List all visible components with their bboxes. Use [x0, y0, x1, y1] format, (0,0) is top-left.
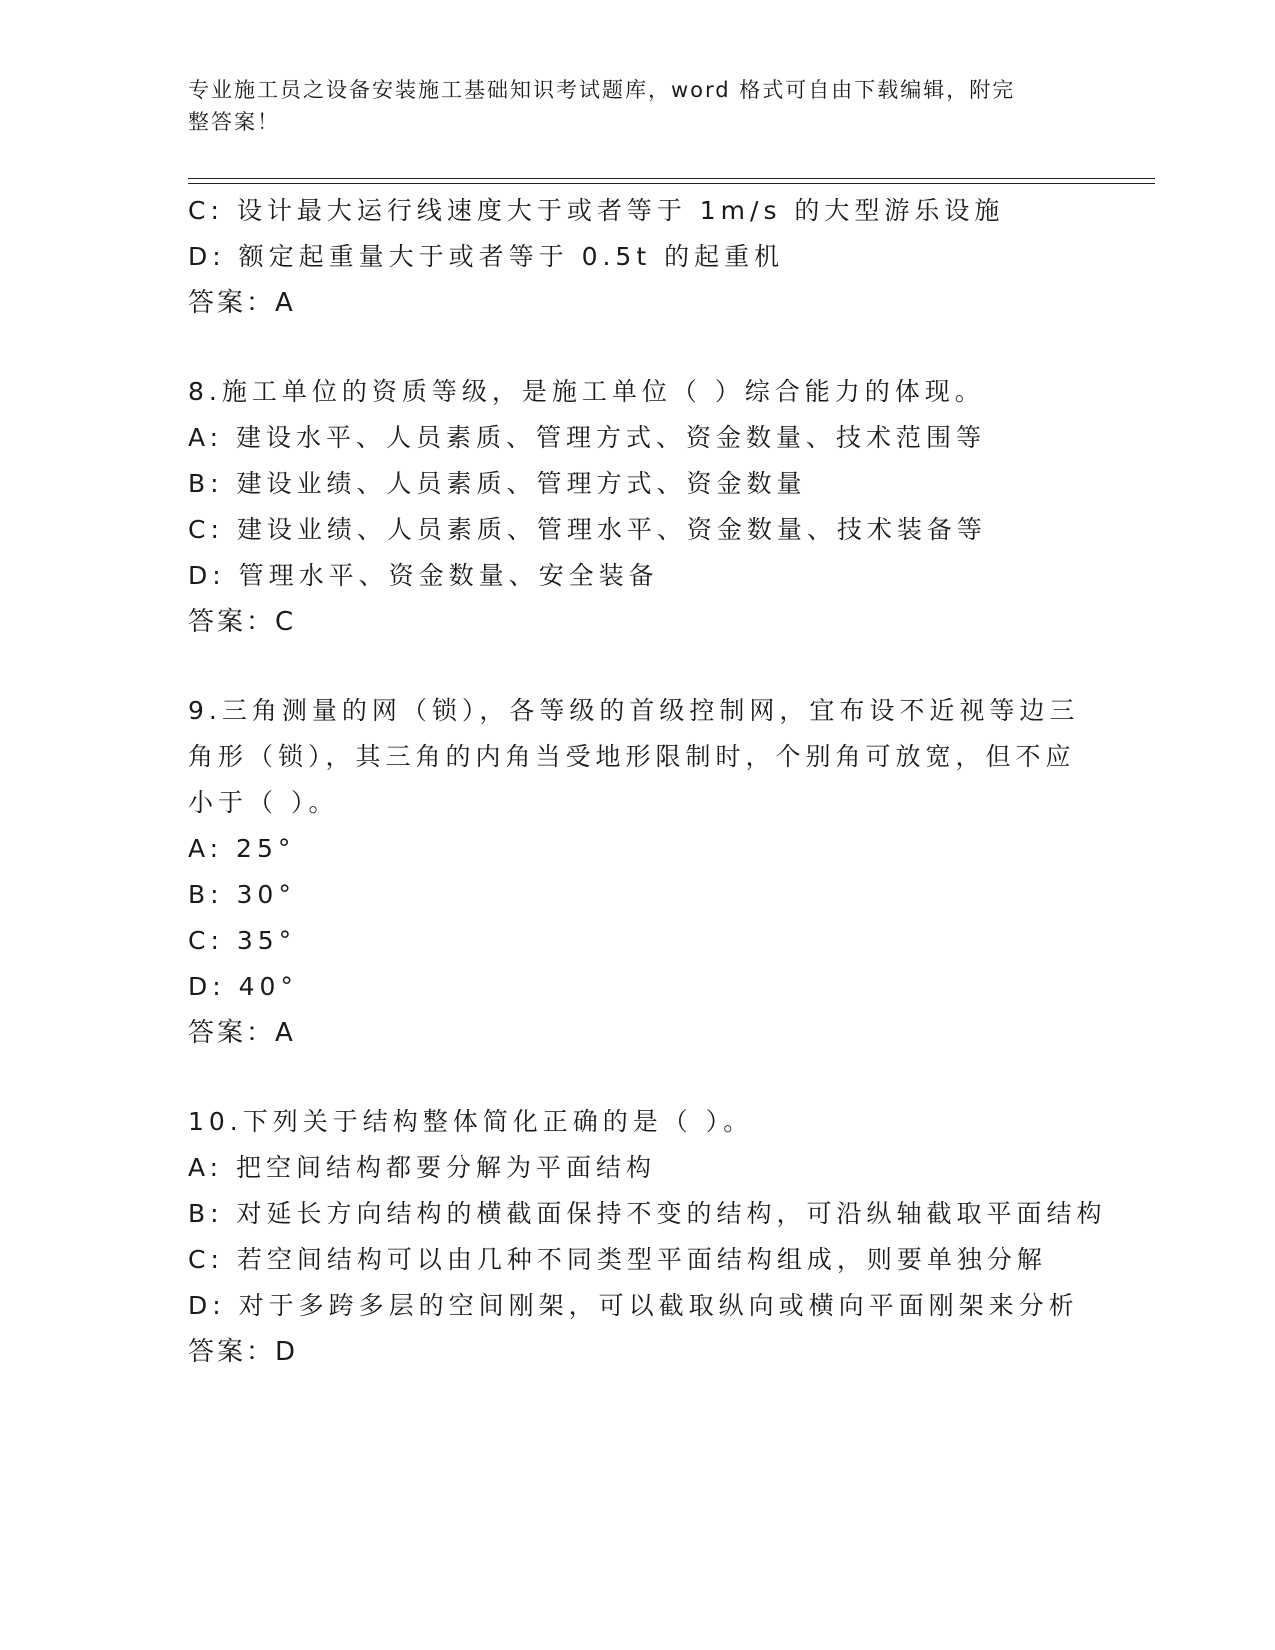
- option-d: D: 管理水平、资金数量、安全装备: [188, 561, 659, 590]
- option-a: A: 建设水平、人员素质、管理方式、资金数量、技术范围等: [188, 423, 987, 452]
- option-c: C: 若空间结构可以由几种不同类型平面结构组成，则要单独分解: [188, 1245, 1047, 1274]
- question-9: [188, 688, 1148, 1056]
- answer-line: 答案：D: [188, 1337, 299, 1367]
- header-title-line-2: 整答案！: [188, 110, 280, 134]
- spacer: [188, 326, 1148, 369]
- option-c: C: 建设业绩、人员素质、管理水平、资金数量、技术装备等: [188, 515, 987, 544]
- question-stem-line-2: 角形（锁），其三角的内角当受地形限制时，个别角可放宽，但不应: [188, 742, 1076, 771]
- question-stem: 10.下列关于结构整体简化正确的是（ ）。: [188, 1107, 754, 1136]
- option-b: B: 建设业绩、人员素质、管理方式、资金数量: [188, 469, 807, 498]
- option-a: A: 25°: [188, 834, 296, 863]
- question-8: [188, 369, 1148, 645]
- spacer: [188, 1056, 1148, 1099]
- option-b: B: 对延长方向结构的横截面保持不变的结构，可沿纵轴截取平面结构: [188, 1199, 1107, 1228]
- answer-line: 答案：A: [188, 1018, 296, 1048]
- option-c: C: 设计最大运行线速度大于或者等于 1m/s 的大型游乐设施: [188, 196, 1005, 225]
- question-list: [188, 188, 1148, 1375]
- spacer: [188, 645, 1148, 688]
- header-title-line-1: 专业施工员之设备安装施工基础知识考试题库，word 格式可自由下载编辑，附完: [188, 78, 1016, 102]
- option-a: A: 把空间结构都要分解为平面结构: [188, 1153, 657, 1182]
- option-b: B: 30°: [188, 880, 296, 909]
- option-c: C: 35°: [188, 926, 297, 955]
- question-7-continuation: [188, 188, 1148, 326]
- question-stem-line-1: 9.三角测量的网（锁），各等级的首级控制网，宜布设不近视等边三: [188, 696, 1080, 725]
- answer-line: 答案：C: [188, 607, 297, 637]
- document-header: [188, 74, 1068, 138]
- option-d: D: 40°: [188, 972, 298, 1001]
- question-10: [188, 1099, 1148, 1375]
- answer-line: 答案：A: [188, 288, 296, 318]
- option-d: D: 对于多跨多层的空间刚架，可以截取纵向或横向平面刚架来分析: [188, 1291, 1079, 1320]
- question-stem: 8.施工单位的资质等级，是施工单位（ ）综合能力的体现。: [188, 377, 985, 406]
- option-d: D: 额定起重量大于或者等于 0.5t 的起重机: [188, 242, 785, 271]
- header-divider-top: [188, 178, 1155, 179]
- question-stem-line-3: 小于（ ）。: [188, 788, 339, 817]
- header-divider-bottom: [188, 183, 1155, 184]
